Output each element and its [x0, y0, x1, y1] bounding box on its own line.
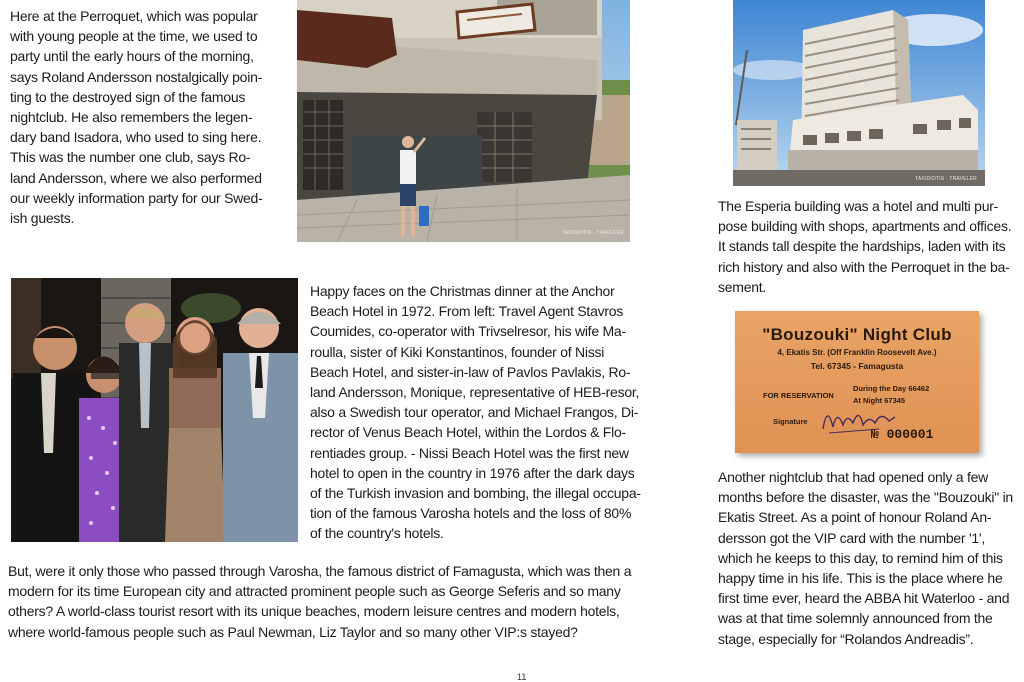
- text-line: happy time in his life. This is the place where he: [718, 570, 1003, 587]
- text-line: of the country's hotels.: [310, 525, 444, 542]
- text-line: dary band Isadora, who used to sing here.: [10, 129, 262, 146]
- text-line: sement.: [718, 278, 767, 295]
- text-line: nightclub. He also remembers the legen-: [10, 109, 253, 126]
- text-line: rector of Venus Beach Hotel, within the Lordos & Flo-: [310, 424, 626, 441]
- card-night-number: At Night 67345: [853, 396, 906, 405]
- text-line: roulla, sister of Kiki Konstantinos, founder of Nissi: [310, 343, 605, 360]
- text-line: ting to the destroyed sign of the famous: [10, 88, 246, 105]
- card-address: 4, Ekatis Str. (Off Franklin Roosevelt Ave.): [777, 348, 937, 357]
- photo-christmas-dinner-group: [11, 278, 298, 542]
- text-line: rentiades group. - Nissi Beach Hotel was the first new: [310, 444, 629, 461]
- text-line: ish guests.: [10, 210, 75, 227]
- photo-credit: TAXIDIOTIS · TRAVELER: [562, 230, 624, 236]
- bouzouki-vip-card: [735, 311, 979, 453]
- card-number: № 000001: [871, 427, 934, 442]
- card-telephone: Tel. 67345 - Famagusta: [810, 361, 904, 371]
- text-line: Beach Hotel in 1972. From left: Travel Agent Stavros: [310, 303, 624, 320]
- text-line: where world-famous people such as Paul Newman, Liz Taylor and so many other VIP:s stayed?: [8, 623, 578, 640]
- photo-perroquet-ruins: [297, 0, 630, 242]
- text-line: Happy faces on the Christmas dinner at the Anchor: [310, 283, 615, 299]
- text-line: party until the early hours of the morning,: [10, 48, 254, 65]
- text-line: Another nightclub that had opened only a few: [718, 469, 988, 485]
- paragraph-christmas-caption: [310, 281, 655, 544]
- text-line: others? A world-class tourist resort with its unique beaches, modern leisure centres and modern hotels,: [8, 603, 620, 620]
- card-signature-label: Signature: [773, 417, 808, 426]
- text-line: our weekly information party for our Swed-: [10, 189, 263, 206]
- card-title: "Bouzouki" Night Club: [762, 325, 952, 344]
- text-line: rich history and also with the Perroquet in the ba-: [718, 258, 1010, 275]
- text-line: But, were it only those who passed through Varosha, the famous district of Famagusta, which was then a: [8, 563, 632, 579]
- text-line: which he keeps to this day, to remind him of this: [718, 549, 1003, 566]
- text-line: Ekatis Street. As a point of honour Roland An-: [718, 509, 992, 526]
- paragraph-esperia-caption: [718, 196, 1024, 297]
- text-line: first time ever, heard the ABBA hit Waterloo - and: [718, 590, 1010, 607]
- text-line: Beach Hotel, and sister-in-law of Pavlos Pavlakis, Ro-: [310, 363, 631, 380]
- text-line: dersson got the VIP card with the number '1',: [718, 529, 985, 546]
- text-line: Here at the Perroquet, which was popular: [10, 8, 258, 24]
- text-line: land Andersson, where we also performed: [10, 169, 262, 186]
- text-line: with young people at the time, we used to: [10, 28, 258, 45]
- text-line: months before the disaster, was the "Bouzouki" in: [718, 489, 1013, 506]
- text-line: pose building with shops, apartments and offices.: [718, 218, 1012, 235]
- page-number: 11: [517, 672, 527, 682]
- text-line: was at that time solemnly announced from the: [718, 610, 993, 627]
- text-line: tion of the famous Varosha hotels and the loss of 80%: [310, 505, 632, 522]
- card-day-number: During the Day 66462: [853, 384, 930, 393]
- photo-esperia-building: [733, 0, 985, 186]
- text-line: The Esperia building was a hotel and multi pur-: [718, 198, 999, 214]
- text-line: also a Swedish tour operator, and Michael Frangos, Di-: [310, 404, 639, 421]
- photo-credit: TAXIDIOTIS · TRAVELER: [915, 176, 977, 182]
- paragraph-perroquet: [10, 6, 290, 228]
- text-line: This was the number one club, says Ro-: [10, 149, 251, 166]
- text-line: modern for its time European city and attracted prominent people such as George Seferis and so many: [8, 583, 621, 600]
- text-line: stage, especially for “Rolandos Andreadis”.: [718, 630, 974, 647]
- card-reservation-label: FOR RESERVATION: [763, 391, 834, 400]
- text-line: of the Turkish invasion and bombing, the illegal occupa-: [310, 485, 641, 502]
- text-line: Coumides, co-operator with Trivselresor, his wife Ma-: [310, 323, 626, 340]
- paragraph-varosha: [8, 561, 668, 642]
- text-line: hotel to open in the country in 1976 after the dark days: [310, 464, 635, 481]
- text-line: It stands tall despite the hardships, laden with its: [718, 238, 1006, 255]
- text-line: says Roland Andersson nostalgically poin-: [10, 68, 263, 85]
- paragraph-bouzouki: [718, 467, 1024, 649]
- text-line: land Andersson, Monique, representative of HEB-resor,: [310, 384, 640, 401]
